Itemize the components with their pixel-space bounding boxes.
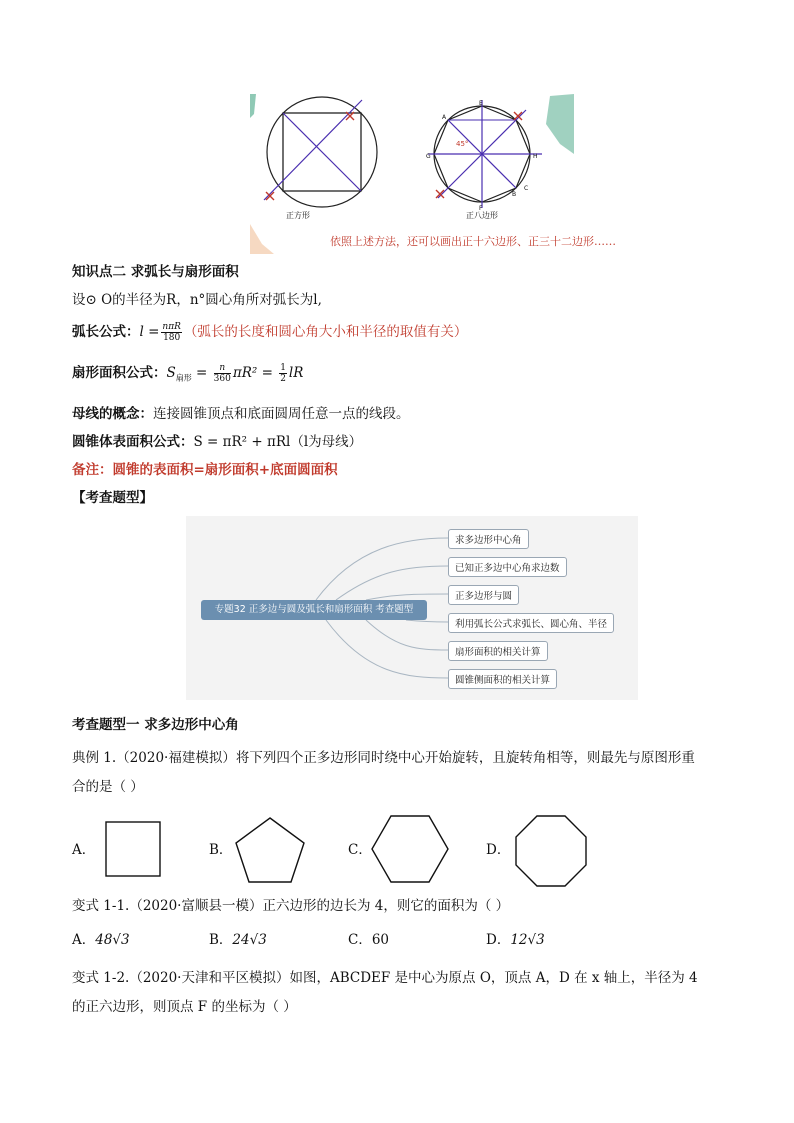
- sector-area-formula: 扇形面积公式：$S_{扇形}$ = $\frac{n}{360}$ πR² = $\frac{1}{2}$ lR: [72, 363, 304, 384]
- variant1-option-b[interactable]: B．24√3: [209, 932, 267, 948]
- hexagon-shape: [370, 814, 450, 884]
- option-d-label[interactable]: D．: [486, 842, 511, 858]
- section-title: 知识点二 求弧长与扇形面积: [72, 264, 239, 280]
- variant1-option-c[interactable]: C．60: [348, 932, 390, 948]
- type1-title: 考查题型一 求多边形中心角: [72, 717, 239, 733]
- vertex-label: E: [479, 100, 483, 107]
- option-b-label[interactable]: B．: [209, 842, 233, 858]
- variant1-option-a[interactable]: A．48√3: [72, 932, 130, 948]
- octagon-label: 正八边形: [466, 211, 498, 220]
- decoration-shape: [250, 224, 274, 254]
- decoration-shape: [250, 94, 256, 118]
- arc-fraction: $\frac{\text{nπR}}{180}$: [162, 322, 181, 343]
- square-label: 正方形: [286, 211, 310, 220]
- variant1-option-d[interactable]: D．12√3: [486, 932, 545, 948]
- variant2-question-line2: 的正六边形，则顶点 F 的坐标为（ ）: [72, 999, 297, 1015]
- mindmap: [186, 516, 638, 700]
- exam-types-header: 【考查题型】: [72, 490, 153, 506]
- mindmap-item: 正多边形与圆: [448, 585, 519, 605]
- vertex-label: C: [524, 185, 529, 192]
- variant2-question-line1: 变式 1-2.（2020·天津和平区模拟）如图，ABCDEF 是中心为原点 O，顶点 A，D 在 x 轴上，半径为 4: [72, 970, 698, 986]
- note-text: 备注：圆锥的表面积=扇形面积+底面圆面积: [72, 462, 338, 478]
- radius-definition: 设⊙ O的半径为R，n°圆心角所对弧长为l,: [72, 292, 322, 308]
- square-shape: [104, 820, 162, 878]
- option-c-label[interactable]: C．: [348, 842, 372, 858]
- option-a-label[interactable]: A．: [72, 842, 96, 858]
- mindmap-item: 圆锥侧面积的相关计算: [448, 669, 557, 689]
- construction-figure: [250, 94, 574, 254]
- mindmap-root: 专题32 正多边与圆及弧长和扇形面积 考查题型: [201, 600, 427, 620]
- sector-formula-label: 扇形面积公式：: [72, 365, 167, 381]
- vertex-label: A: [442, 114, 447, 121]
- figure-caption: 依照上述方法，还可以画出正十六边形、正三十二边形……: [330, 235, 616, 248]
- arc-formula-label: 弧长公式：: [72, 324, 140, 340]
- mindmap-item: 求多边形中心角: [448, 529, 529, 549]
- cone-surface-formula: 圆锥体表面积公式：S = πR² + πRl（l为母线）: [72, 434, 363, 450]
- decoration-shape: [546, 94, 574, 154]
- generatrix-definition: 母线的概念：连接圆锥顶点和底面圆周任意一点的线段。: [72, 406, 410, 422]
- arc-lhs: l =: [139, 324, 160, 340]
- vertex-label: B: [512, 191, 517, 198]
- arc-length-formula: [72, 322, 467, 343]
- angle-label: 45°: [456, 140, 469, 148]
- arc-note: （弧长的长度和圆心角大小和半径的取值有关）: [183, 324, 468, 340]
- variant1-question: 变式 1-1.（2020·富顺县一模）正六边形的边长为 4，则它的面积为（ ）: [72, 898, 510, 914]
- example-question-line2: 合的是（ ）: [72, 779, 144, 795]
- example-question-line1: 典例 1.（2020·福建模拟）将下列四个正多边形同时绕中心开始旋转，且旋转角相等，则最先与原图形重: [72, 750, 695, 766]
- mindmap-item: 扇形面积的相关计算: [448, 641, 548, 661]
- mindmap-item: 已知正多边中心角求边数: [448, 557, 567, 577]
- vertex-label: F: [479, 205, 483, 212]
- mindmap-item: 利用弧长公式求弧长、圆心角、半径: [448, 613, 614, 633]
- pentagon-shape: [234, 816, 306, 884]
- vertex-label: H: [533, 153, 538, 160]
- vertex-label: G: [426, 153, 431, 160]
- octagon-shape: [514, 814, 588, 888]
